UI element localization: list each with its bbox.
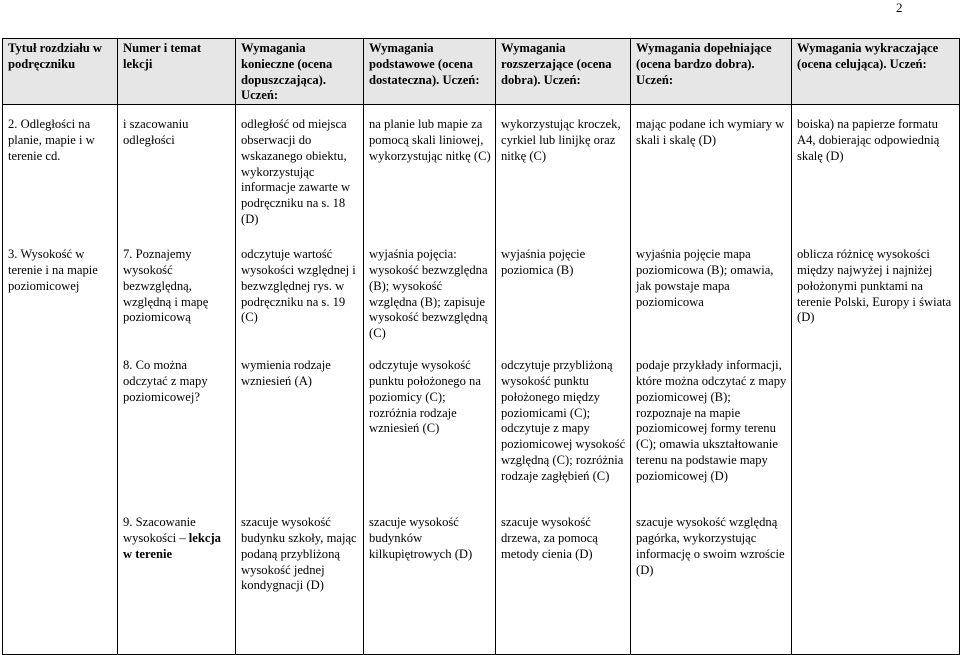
header-chapter [3, 39, 118, 105]
podstawowe-a: na planie lub mapie za pomocą skali liniowej, wykorzystując nitkę (C) [369, 117, 491, 163]
konieczne-cell [236, 105, 364, 655]
chapter-3: 3. Wysokość w terenie i na mapie poziomicowej [8, 247, 98, 293]
rozszerzajace-c: odczytuje przybliżoną wysokość punktu położonego między poziomicami (C); odczytuje z mapy poziomicowej wysokość względną (C); rozróżnia rodzaje zagłębień (C) [501, 358, 626, 483]
header-wykraczajace [792, 39, 960, 105]
lesson-9-field-note: lekcja w terenie [123, 530, 221, 561]
header-lesson-label: Numer i temat lekcji [123, 41, 202, 71]
header-rozszerzajace-label: Wymagania rozszerzające (ocena dobra). Uczeń: [501, 41, 612, 87]
konieczne-d: szacuje wysokość budynku szkoły, mając podaną przybliżoną wysokość jednej kondygnacji (D) [241, 515, 357, 593]
konieczne-b: odczytuje wartość wysokości względnej i bezwzględnej rys. w podręczniku na s. 19 (C) [241, 247, 356, 325]
dopelniajace-c: podaje przykłady informacji, które można odczytać z mapy poziomicowej (B); rozpoznaje na mapie poziomicowej formy terenu (C); omawia ukształtowanie terenu na podstawie mapy poziomicowej (D) [636, 358, 787, 483]
header-podstawowe-label: Wymagania podstawowe (ocena dostateczna). Uczeń: [369, 41, 480, 87]
podstawowe-d: szacuje wysokość budynków kilkupiętrowych (D) [369, 515, 473, 561]
konieczne-a: odległość od miejsca obserwacji do wskazanego obiektu, wykorzystując informacje zawarte w podręczniku na s. 18 (D) [241, 117, 351, 226]
header-konieczne-label: Wymagania konieczne (ocena dopuszczająca). Uczeń: [241, 41, 333, 103]
lesson-continued: i szacowaniu odległości [123, 117, 189, 147]
header-rozszerzajace [496, 39, 631, 105]
lesson-8: 8. Co można odczytać z mapy poziomicowej? [123, 358, 208, 404]
rozszerzajace-d: szacuje wysokość drzewa, za pomocą metody cienia (D) [501, 515, 598, 561]
konieczne-c: wymienia rodzaje wzniesień (A) [241, 358, 331, 388]
chapter-cell [3, 105, 118, 655]
header-dopelniajace-label: Wymagania dopełniające (ocena bardzo dobra). Uczeń: [636, 41, 772, 87]
body-row [3, 105, 960, 655]
wykraczajace-cell [792, 105, 960, 655]
chapter-2: 2. Odległości na planie, mapie i w terenie cd. [8, 117, 95, 163]
header-dopelniajace [631, 39, 792, 105]
rozszerzajace-b: wyjaśnia pojęcie poziomica (B) [501, 247, 586, 277]
lesson-cell [118, 105, 236, 655]
wykraczajace-b: oblicza różnicę wysokości między najwyżej i najniżej położonymi punktami na terenie Polski, Europy i świata (D) [797, 247, 952, 325]
wykraczajace-a: boiska) na papierze formatu A4, dobierając odpowiednią skalę (D) [797, 117, 940, 163]
header-lesson [118, 39, 236, 105]
podstawowe-c: odczytuje wysokość punktu położonego na poziomicy (C); rozróżnia rodzaje wzniesień (C) [369, 358, 481, 436]
header-chapter-label: Tytuł rozdziału w podręczniku [8, 41, 102, 71]
podstawowe-b: wyjaśnia pojęcia: wysokość bezwzględna (B); wysokość względna (B); zapisuje wysokość bezwzględną (C) [369, 247, 488, 341]
header-row [3, 39, 960, 105]
dopelniajace-a: mając podane ich wymiary w skali i skalę (D) [636, 117, 785, 147]
header-wykraczajace-label: Wymagania wykraczające (ocena celująca). Uczeń: [797, 41, 939, 71]
requirements-table [2, 38, 960, 655]
lesson-7: 7. Poznajemy wysokość bezwzględną, względną i mapę poziomicową [123, 247, 209, 325]
dopelniajace-d: szacuje wysokość względną pagórka, wykorzystując informację o swoim wzroście (D) [636, 515, 785, 577]
header-konieczne [236, 39, 364, 105]
podstawowe-cell [364, 105, 496, 655]
dopelniajace-cell [631, 105, 792, 655]
page-number: 2 [896, 0, 903, 15]
rozszerzajace-a: wykorzystując kroczek, cyrkiel lub linijkę oraz nitkę (C) [501, 117, 621, 163]
rozszerzajace-cell [496, 105, 631, 655]
header-podstawowe [364, 39, 496, 105]
dopelniajace-b: wyjaśnia pojęcie mapa poziomicowa (B); omawia, jak powstaje mapa poziomicowa [636, 247, 774, 309]
lesson-9-title: 9. Szacowanie wysokości – [123, 515, 196, 545]
lesson-9 [123, 515, 231, 562]
